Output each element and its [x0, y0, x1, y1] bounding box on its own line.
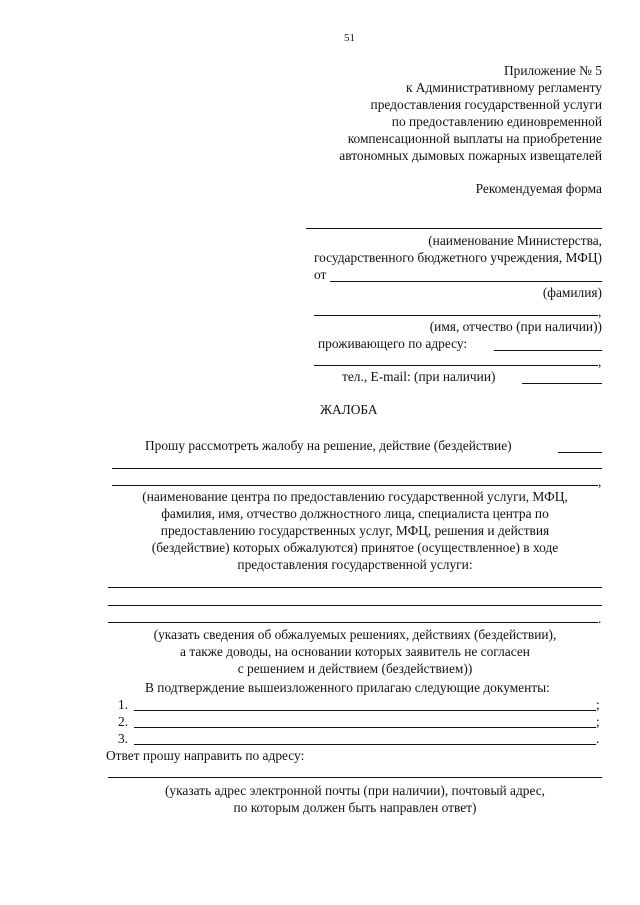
organization-caption: государственного бюджетного учреждения, МФЦ) [313, 250, 602, 265]
appendix-line: к Административному регламенту [405, 80, 602, 95]
appendix-line: автономных дымовых пожарных извещателей [339, 148, 602, 163]
comma: , [598, 304, 602, 319]
document-number: 2. [118, 714, 129, 729]
page-number: 51 [344, 32, 355, 44]
organization-caption: (наименование Министерства, [428, 233, 602, 248]
document-title: ЖАЛОБА [320, 402, 378, 417]
explanation-line: предоставления государственной услуги: [237, 557, 473, 572]
document-end: . [596, 731, 600, 746]
explanation-line: предоставлению государственных услуг, МФЦ, решения и действия [160, 523, 550, 538]
attachments-line: В подтверждение вышеизложенного прилагаю следующие документы: [145, 680, 550, 695]
explanation-line: (бездействие) которых обжалуются) принятое (осуществленное) в ходе [151, 540, 559, 555]
document-end: ; [596, 697, 600, 712]
explanation-line: (наименование центра по предоставлению государственной услуги, МФЦ, [142, 489, 568, 504]
address-line [494, 350, 602, 351]
document-line [134, 710, 596, 711]
comma: , [598, 354, 602, 369]
details-line: с решением и действием (бездействием)) [237, 661, 473, 676]
appendix-line: Приложение № 5 [503, 63, 602, 78]
details-line: (указать сведения об обжалуемых решениях, действиях (бездействии), [153, 627, 557, 642]
blank-line [112, 485, 598, 486]
comma: , [598, 474, 602, 489]
details-line: а также доводы, на основании которых заявитель не согласен [180, 644, 530, 659]
request-line: Прошу рассмотреть жалобу на решение, действие (бездействие) [145, 438, 512, 453]
document-number: 3. [118, 731, 129, 746]
reply-address-line [108, 777, 602, 778]
address-line-2 [314, 365, 598, 366]
from-line [330, 281, 602, 282]
blank-line [112, 468, 602, 469]
blank-line [108, 622, 598, 623]
document-line [134, 744, 596, 745]
reply-caption: (указать адрес электронной почты (при наличии), почтовый адрес, [164, 783, 546, 798]
surname-caption: (фамилия) [542, 285, 602, 300]
organization-line [306, 228, 602, 229]
residing-label: проживающего по адресу: [318, 336, 468, 351]
appendix-line: предоставления государственной услуги [370, 97, 602, 112]
name-caption: (имя, отчество (при наличии)) [429, 319, 602, 334]
from-label: от [314, 267, 327, 282]
recommended-form-label: Рекомендуемая форма [475, 181, 602, 196]
blank-line [108, 605, 602, 606]
request-tail-line [558, 452, 602, 453]
reply-label: Ответ прошу направить по адресу: [106, 748, 305, 763]
phone-label: тел., E-mail: (при наличии) [342, 369, 496, 384]
document-end: ; [596, 714, 600, 729]
appendix-line: по предоставлению единовременной [391, 114, 602, 129]
appendix-line: компенсационной выплаты на приобретение [347, 131, 602, 146]
explanation-line: фамилия, имя, отчество должностного лица, специалиста центра по [161, 506, 549, 521]
name-line [314, 315, 598, 316]
document-number: 1. [118, 697, 129, 712]
blank-line [108, 587, 602, 588]
phone-line [522, 383, 602, 384]
reply-caption: по которым должен быть направлен ответ) [233, 800, 477, 815]
period: . [598, 611, 602, 626]
document-line [134, 727, 596, 728]
